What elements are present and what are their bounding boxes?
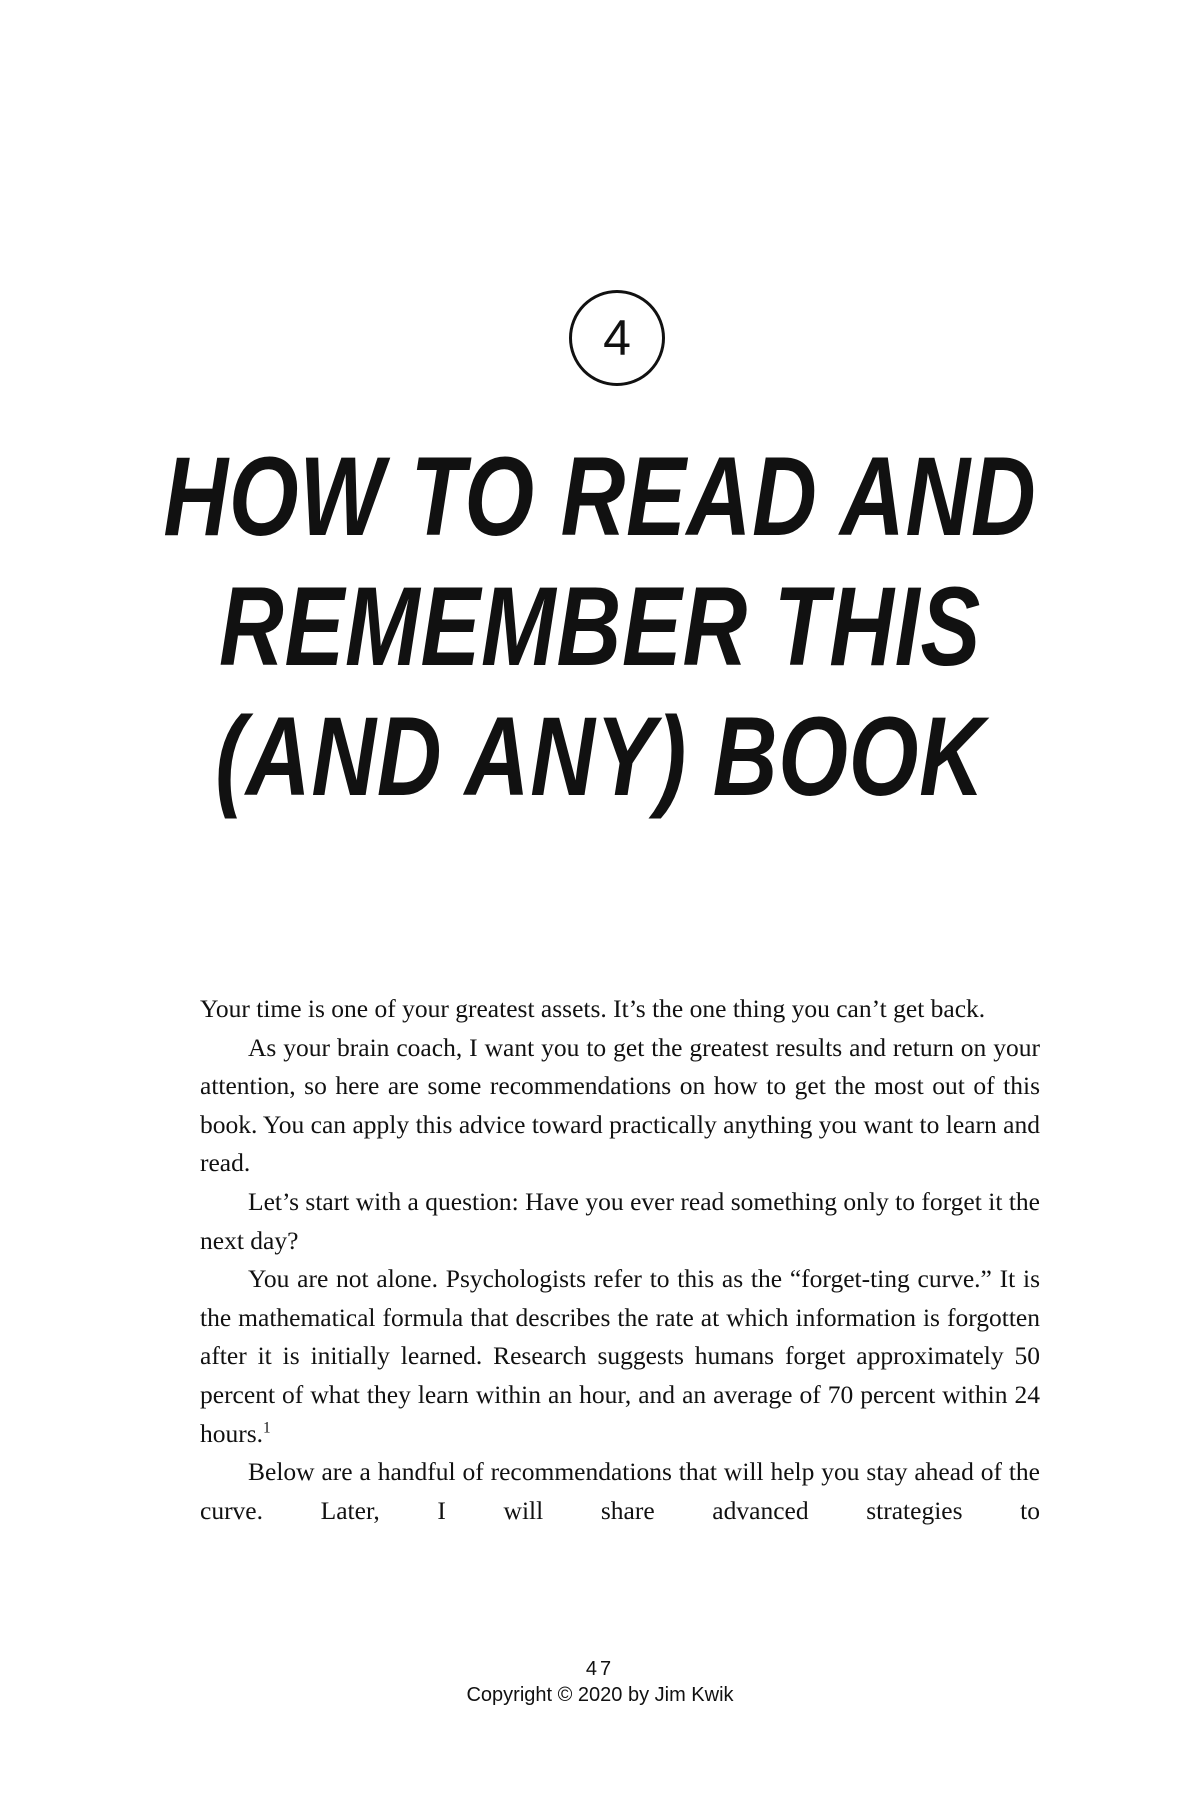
paragraph-4-text: You are not alone. Psychologists refer to this as the “forget-ting curve.” It is the mathematical formula that describes the rate at which information is forgotten after it is initially learned. Research suggests humans forget approximately 50 percent of what they learn within an hour, and an average of 70 percent within 24 hours.	[200, 1264, 1040, 1448]
page-footer	[0, 1656, 1200, 1708]
chapter-number-badge	[569, 290, 665, 386]
paragraph-4	[200, 1260, 1040, 1453]
paragraph-2: As your brain coach, I want you to get the greatest results and return on your attention, so here are some recommendations on how to get the most out of this book. You can apply this advice toward practically anything you want to learn and read.	[200, 1032, 1040, 1178]
footnote-marker[interactable]: 1	[263, 1419, 271, 1437]
chapter-title-line-3: (AND ANY) BOOK	[215, 694, 985, 819]
copyright-notice: Copyright © 2020 by Jim Kwik	[466, 1684, 734, 1706]
chapter-title	[0, 432, 1200, 822]
chapter-title-line-2: REMEMBER THIS	[218, 564, 982, 689]
body-text	[200, 990, 1040, 1530]
paragraph-1: Your time is one of your greatest assets. It’s the one thing you can’t get back.	[200, 994, 986, 1023]
chapter-title-line-1: HOW TO READ AND	[163, 434, 1037, 559]
chapter-number: 4	[603, 310, 631, 366]
page-number: 47	[585, 1658, 615, 1680]
paragraph-5: Below are a handful of recommendations that will help you stay ahead of the curve. Later, I will share advanced strategies to	[200, 1457, 1040, 1525]
paragraph-3: Let’s start with a question: Have you ever read something only to forget it the next day?	[200, 1186, 1040, 1255]
